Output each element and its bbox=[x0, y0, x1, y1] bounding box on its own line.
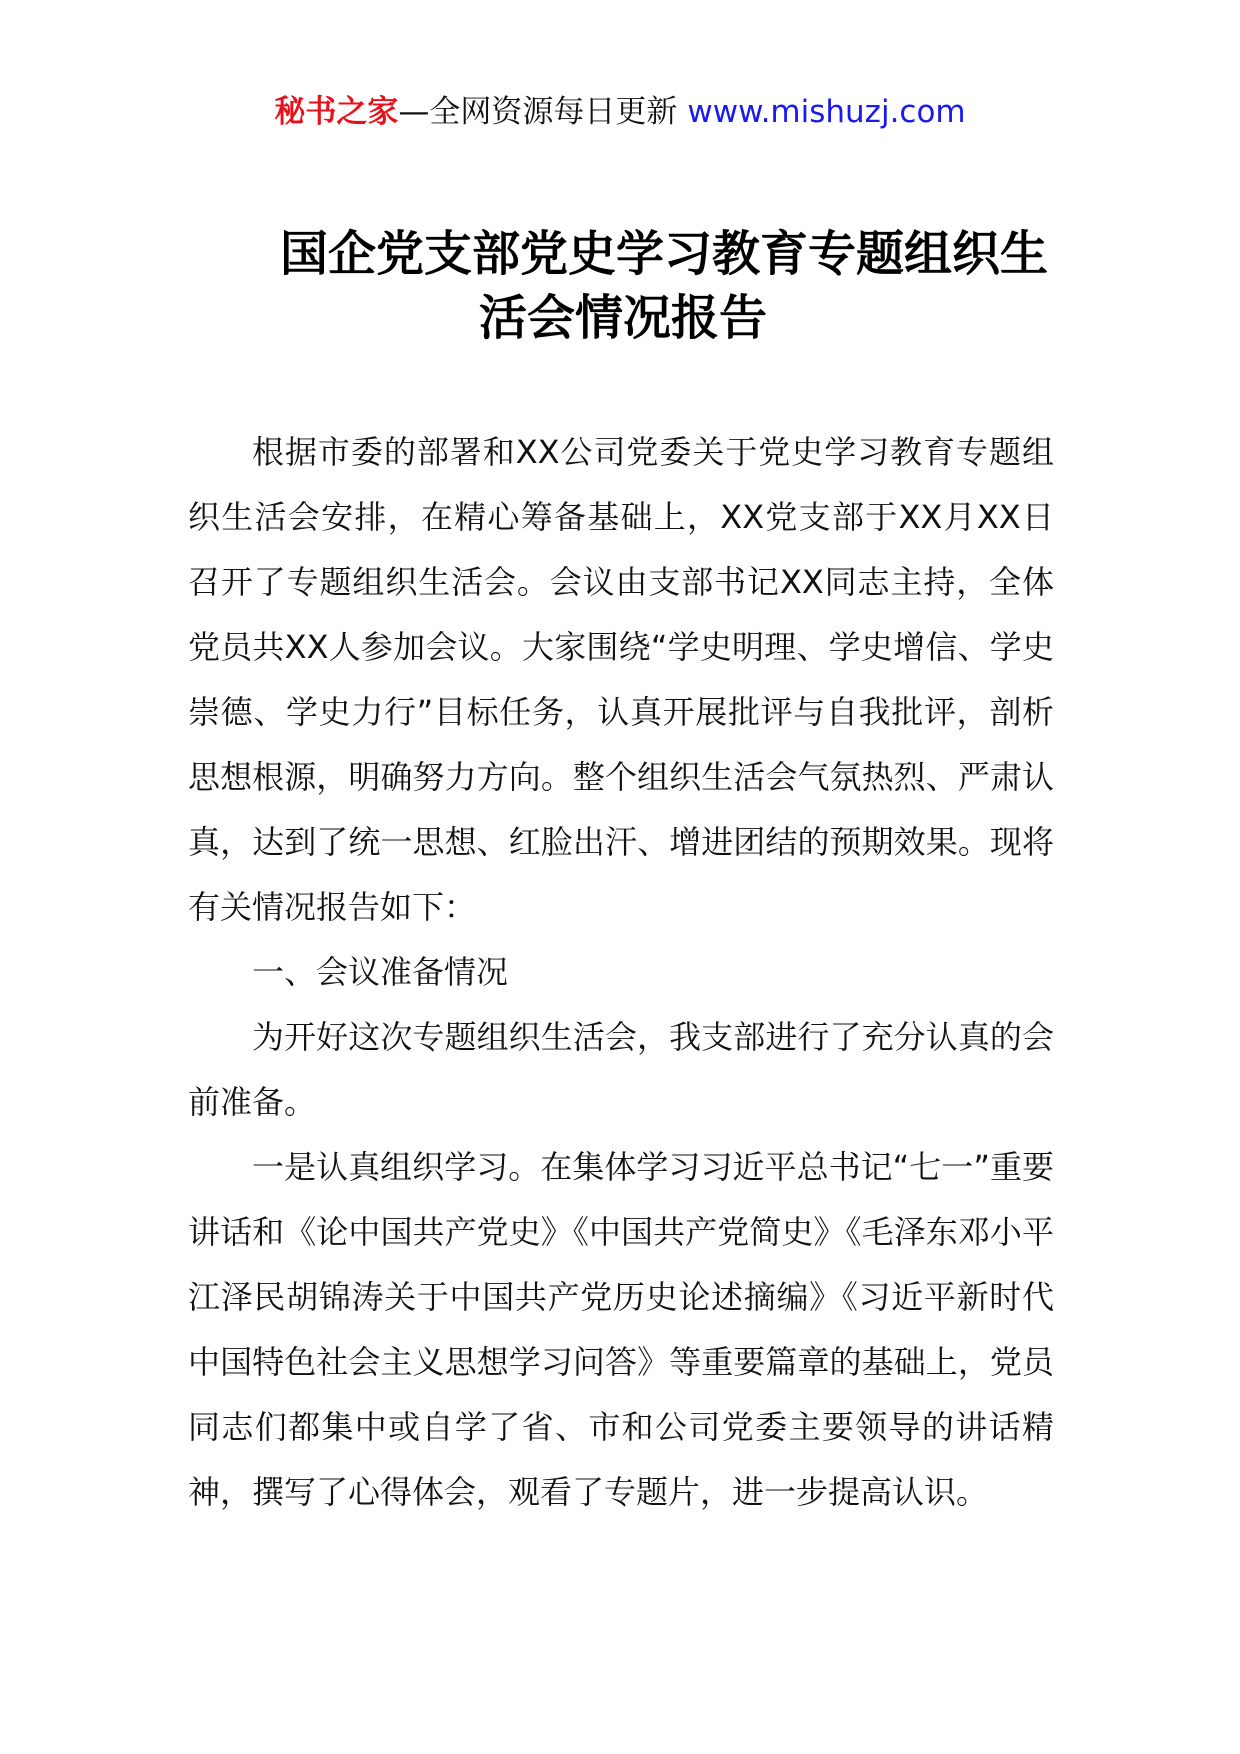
site-header bbox=[0, 92, 1240, 132]
header-tagline: —全网资源每日更新 bbox=[398, 94, 678, 130]
title-line-2: 活会情况报告 bbox=[478, 290, 767, 346]
site-url-link[interactable]: www.mishuzj.com bbox=[687, 94, 966, 130]
paragraph-study: 一是认真组织学习。在集体学习习近平总书记“七一”重要讲话和《论中国共产党史》《中国共产党简史》《毛泽东邓小平江泽民胡锦涛关于中国共产党历史论述摘编》《习近平新时代中国特色社会主义思想学习问答》等重要篇章的基础上，党员同志们都集中或自学了省、市和公司党委主要领导的讲话精神，撰写了心得体会，观看了专题片，进一步提高认识。 bbox=[188, 1148, 1054, 1511]
document-title bbox=[0, 222, 1240, 350]
document-body bbox=[188, 420, 1054, 1525]
section-heading-1: 一、会议准备情况 bbox=[252, 953, 509, 991]
paragraph-preparation: 为开好这次专题组织生活会，我支部进行了充分认真的会前准备。 bbox=[188, 1018, 1054, 1121]
paragraph-intro: 根据市委的部署和XX公司党委关于党史学习教育专题组织生活会安排，在精心筹备基础上，XX党支部于XX月XX日召开了专题组织生活会。会议由支部书记XX同志主持，全体党员共XX人参加会议。大家围绕“学史明理、学史增信、学史崇德、学史力行”目标任务，认真开展批评与自我批评，剖析思想根源，明确努力方向。整个组织生活会气氛热烈、严肃认真，达到了统一思想、红脸出汗、增进团结的预期效果。现将有关情况报告如下： bbox=[188, 433, 1054, 926]
brand-name: 秘书之家 bbox=[274, 94, 399, 130]
title-line-1: 国企党支部党史学习教育专题组织生 bbox=[279, 226, 1048, 282]
